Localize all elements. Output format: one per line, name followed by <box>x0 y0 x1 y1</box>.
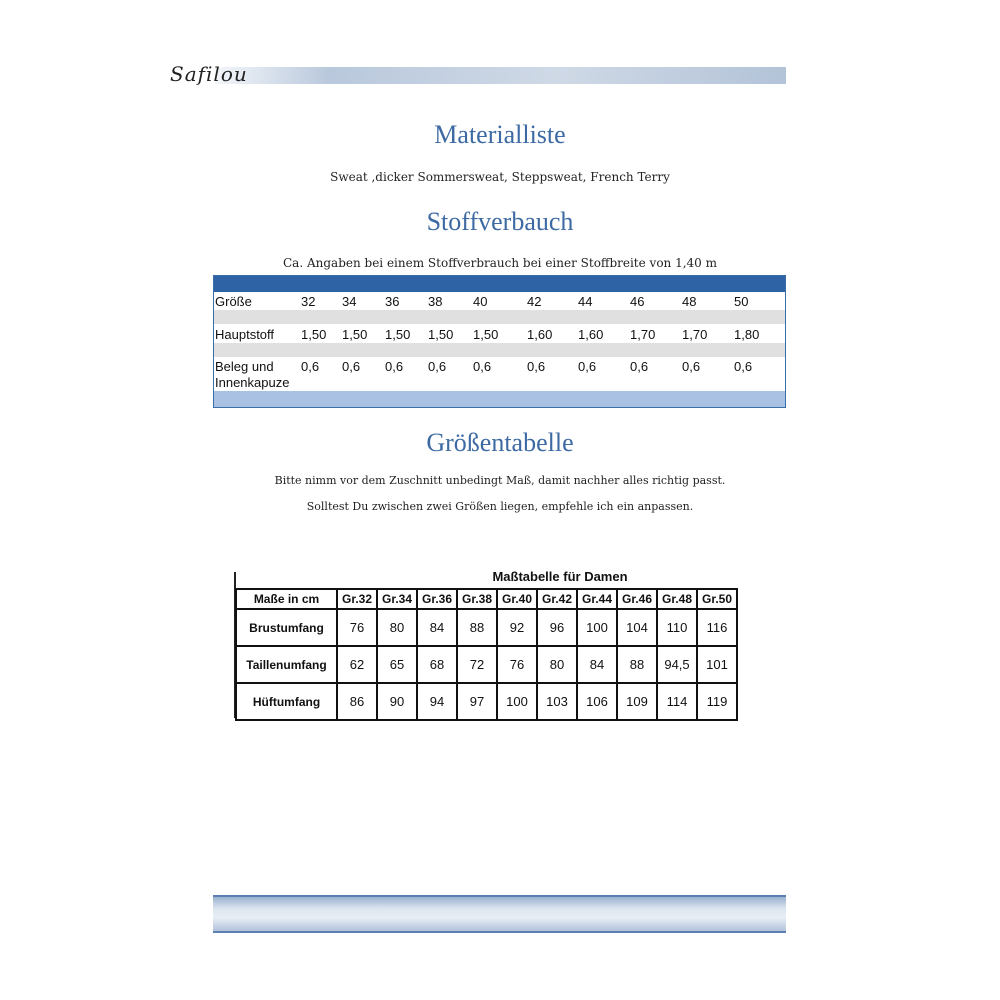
footer-band <box>213 895 786 933</box>
table-cell: 80 <box>537 646 577 683</box>
facing-cell: 0,6 <box>682 359 701 374</box>
size-cell: 48 <box>682 294 697 309</box>
footer-rule <box>213 895 786 897</box>
table-row <box>236 609 737 646</box>
facing-label: Beleg und <box>215 359 274 374</box>
main-fabric-cell: 1,70 <box>630 327 656 342</box>
main-fabric-label: Hauptstoff <box>215 327 275 342</box>
fabric-usage-table <box>213 275 786 408</box>
facing-cell: 0,6 <box>342 359 361 374</box>
facing-label-line2: Innenkapuze <box>215 375 290 390</box>
table-stripe <box>214 310 785 324</box>
row-label: Brustumfang <box>236 609 337 646</box>
size-cell: 46 <box>630 294 645 309</box>
table-row <box>236 683 737 720</box>
table-cell: 84 <box>577 646 617 683</box>
table-cell: 114 <box>657 683 697 720</box>
table-cell: 109 <box>617 683 657 720</box>
size-cell: 40 <box>473 294 488 309</box>
table-cell: 62 <box>337 646 377 683</box>
column-header: Gr.46 <box>617 589 657 609</box>
table-cell: 106 <box>577 683 617 720</box>
column-header: Gr.40 <box>497 589 537 609</box>
main-fabric-cell: 1,50 <box>385 327 411 342</box>
facing-cell: 0,6 <box>428 359 447 374</box>
column-header: Gr.36 <box>417 589 457 609</box>
table-cell: 90 <box>377 683 417 720</box>
table-cell: 84 <box>417 609 457 646</box>
table-bottom-bar <box>214 391 785 407</box>
size-chart-title: Größentabelle <box>426 428 574 457</box>
column-header: Gr.38 <box>457 589 497 609</box>
table-cell: 72 <box>457 646 497 683</box>
size-cell: 44 <box>578 294 593 309</box>
main-fabric-cell: 1,50 <box>301 327 327 342</box>
main-fabric-cell: 1,50 <box>342 327 368 342</box>
main-fabric-cell: 1,60 <box>578 327 604 342</box>
table-row <box>214 294 785 312</box>
materials-title: Materialliste <box>434 120 566 149</box>
main-fabric-cell: 1,60 <box>527 327 553 342</box>
fabric-note: Ca. Angaben bei einem Stoffverbrauch bei einer Stoffbreite von 1,40 m <box>283 256 717 270</box>
table-cell: 104 <box>617 609 657 646</box>
table-cell: 86 <box>337 683 377 720</box>
table-cell: 103 <box>537 683 577 720</box>
size-cell: 32 <box>301 294 316 309</box>
column-header: Gr.42 <box>537 589 577 609</box>
column-header: Gr.34 <box>377 589 417 609</box>
main-fabric-cell: 1,50 <box>473 327 499 342</box>
size-chart-text-1: Bitte nimm vor dem Zuschnitt unbedingt Maß, damit nachher alles richtig passt. <box>274 474 726 487</box>
size-chart-text-2: Solltest Du zwischen zwei Größen liegen, empfehle ich ein anpassen. <box>306 500 694 513</box>
size-cell: 42 <box>527 294 542 309</box>
table-cell: 100 <box>497 683 537 720</box>
table-cell: 101 <box>697 646 737 683</box>
table-cell: 119 <box>697 683 737 720</box>
main-fabric-cell: 1,50 <box>428 327 454 342</box>
fabric-title: Stoffverbauch <box>426 207 574 236</box>
size-cell: 34 <box>342 294 357 309</box>
table-row <box>214 327 785 345</box>
facing-cell: 0,6 <box>385 359 404 374</box>
table-cell: 116 <box>697 609 737 646</box>
table-cell: 92 <box>497 609 537 646</box>
table-cell: 94,5 <box>657 646 697 683</box>
row-label: Hüftumfang <box>236 683 337 720</box>
table-row <box>236 646 737 683</box>
main-fabric-cell: 1,70 <box>682 327 708 342</box>
table-cell: 94 <box>417 683 457 720</box>
facing-cell: 0,6 <box>301 359 320 374</box>
facing-cell: 0,6 <box>473 359 492 374</box>
table-cell: 110 <box>657 609 697 646</box>
measure-table-title: Maßtabelle für Damen <box>492 569 628 584</box>
column-header: Gr.50 <box>697 589 737 609</box>
brand-logo: Safilou <box>170 62 248 86</box>
header-band <box>215 67 786 84</box>
measure-table <box>235 588 738 721</box>
table-cell: 100 <box>577 609 617 646</box>
facing-cell: 0,6 <box>578 359 597 374</box>
table-cell: 97 <box>457 683 497 720</box>
table-cell: 88 <box>457 609 497 646</box>
size-cell: 50 <box>734 294 749 309</box>
facing-cell: 0,6 <box>630 359 649 374</box>
size-cell: 36 <box>385 294 400 309</box>
table-row <box>214 359 785 390</box>
column-header: Gr.32 <box>337 589 377 609</box>
table-cell: 76 <box>497 646 537 683</box>
table-top-bar <box>214 276 785 292</box>
column-header: Gr.44 <box>577 589 617 609</box>
table-cell: 80 <box>377 609 417 646</box>
facing-cell: 0,6 <box>527 359 546 374</box>
facing-cell: 0,6 <box>734 359 753 374</box>
table-cell: 65 <box>377 646 417 683</box>
sizes-label: Größe <box>215 294 252 309</box>
column-header: Gr.48 <box>657 589 697 609</box>
row-label: Taillenumfang <box>236 646 337 683</box>
footer-rule <box>213 931 786 933</box>
table-cell: 76 <box>337 609 377 646</box>
table-cell: 96 <box>537 609 577 646</box>
table-stripe <box>214 343 785 357</box>
table-cell: 88 <box>617 646 657 683</box>
table-cell: 68 <box>417 646 457 683</box>
header-label: Maße in cm <box>236 589 337 609</box>
materials-text: Sweat ,dicker Sommersweat, Steppsweat, French Terry <box>330 170 670 184</box>
table-header-row <box>236 589 737 609</box>
main-fabric-cell: 1,80 <box>734 327 760 342</box>
size-cell: 38 <box>428 294 443 309</box>
